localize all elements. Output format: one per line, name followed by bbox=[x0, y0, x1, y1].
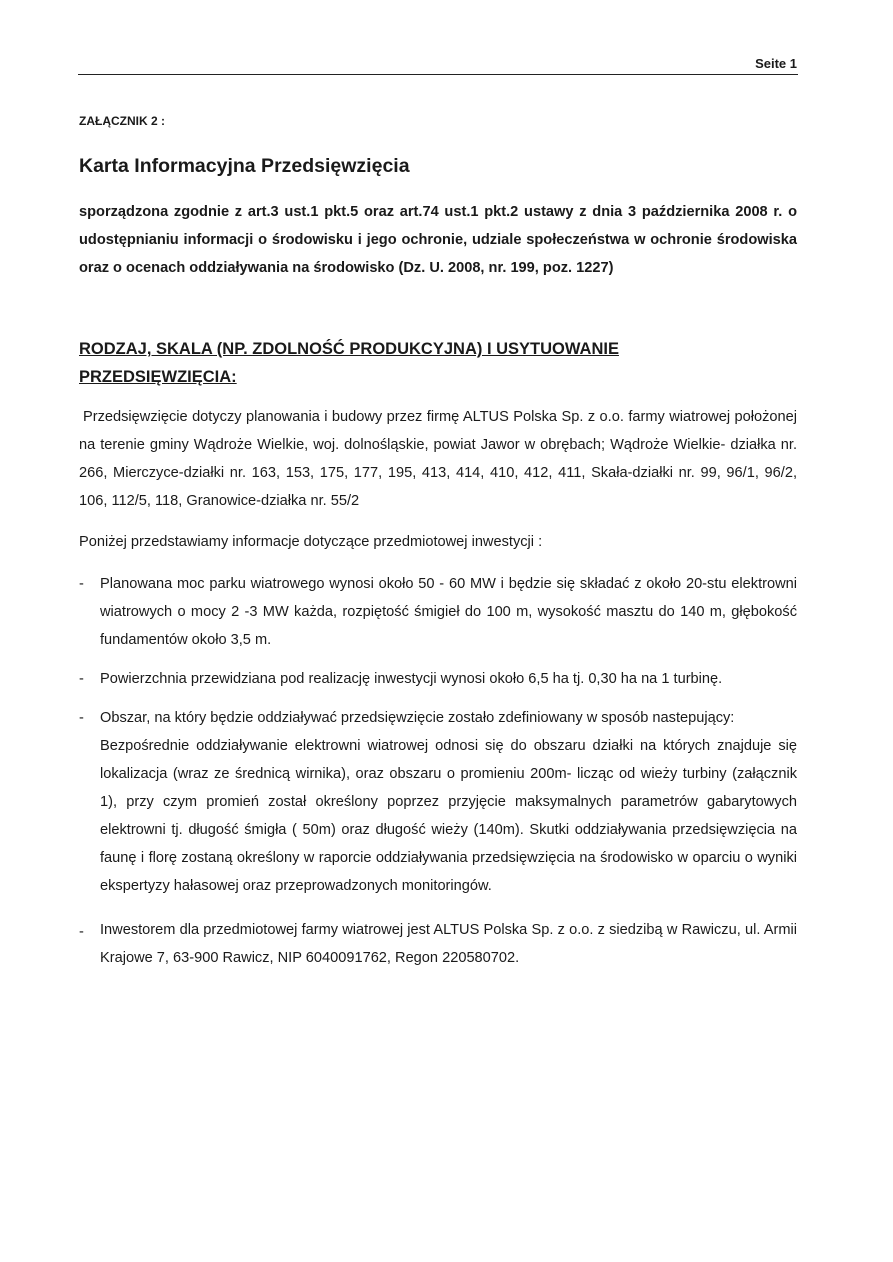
list-dash: - bbox=[79, 710, 84, 726]
document-title: Karta Informacyjna Przedsięwzięcia bbox=[79, 155, 410, 177]
list-item-text: Planowana moc parku wiatrowego wynosi około 50 - 60 MW i będzie się składać z około 20-stu elektrowni wiatrowych o mocy 2 -3 MW każda, rozpiętość śmigieł do 100 m, wysokość masztu do 140 m, głębokość fundamentów około 3,5 m. bbox=[100, 576, 797, 648]
impact-area-paragraph: Bezpośrednie oddziaływanie elektrowni wiatrowej odnosi się do obszaru działki na których znajduje się lokalizacja (wraz ze średnicą wirnika), oraz obszaru o promieniu 200m- licząc od wieży turbiny (załącznik 1), przy czym promień został określony poprzez przyjęcie maksymalnych parametrów gabarytowych elektrowni tj. długość śmigła ( 50m) oraz długość wieży (140m). Skutki oddziaływania przedsięwzięcia na faunę i florę zostaną określony w raporcie oddziaływania przedsięwzięcia na środowisko w oparciu o wyniki ekspertyzy hałasowej oraz przeprowadzonych monitoringów. bbox=[100, 738, 797, 894]
page-number: Seite 1 bbox=[755, 56, 797, 71]
header-rule bbox=[78, 74, 798, 75]
list-item bbox=[79, 665, 797, 693]
attachment-label: ZAŁĄCZNIK 2 : bbox=[79, 114, 165, 128]
intro-paragraph: Przedsięwzięcie dotyczy planowania i budowy przez firmę ALTUS Polska Sp. z o.o. farmy wiatrowej położonej na terenie gminy Wądroże Wielkie, woj. dolnośląskie, powiat Jawor w obrębach; Wądroże Wielkie- działka nr. 266, Mierczyce-działki nr. 163, 153, 175, 177, 195, 413, 414, 410, 412, 411, Skała-działki nr. 99, 96/1, 96/2, 106, 112/5, 118, Granowice-działka nr. 55/2 bbox=[79, 409, 797, 509]
list-item bbox=[79, 704, 797, 732]
list-dash: - bbox=[79, 576, 84, 592]
list-item-text: Inwestorem dla przedmiotowej farmy wiatrowej jest ALTUS Polska Sp. z o.o. z siedzibą w Rawiczu, ul. Armii Krajowe 7, 63-900 Rawicz, NIP 6040091762, Regon 220580702. bbox=[100, 922, 797, 966]
list-item bbox=[79, 570, 797, 654]
lead-paragraph: Poniżej przedstawiamy informacje dotyczące przedmiotowej inwestycji : bbox=[79, 534, 543, 550]
legal-basis: sporządzona zgodnie z art.3 ust.1 pkt.5 oraz art.74 ust.1 pkt.2 ustawy z dnia 3 października 2008 r. o udostępnianiu informacji o środowisku i jego ochronie, udziale społeczeństwa w ochronie środowiska oraz o ocenach oddziaływania na środowisko (Dz. U. 2008, nr. 199, poz. 1227) bbox=[79, 204, 797, 276]
list-item-text: Obszar, na który będzie oddziaływać przedsięwzięcie zostało zdefiniowany w sposób nastepujący: bbox=[100, 710, 735, 726]
section-heading: RODZAJ, SKALA (NP. ZDOLNOŚĆ PRODUKCYJNA) I USYTUOWANIE PRZEDSIĘWZIĘCIA: bbox=[79, 340, 619, 386]
list-item bbox=[79, 916, 797, 972]
list-dash: - bbox=[79, 924, 84, 940]
list-dash: - bbox=[79, 671, 84, 687]
list-item-text: Powierzchnia przewidziana pod realizację inwestycji wynosi około 6,5 ha tj. 0,30 ha na 1 turbinę. bbox=[100, 671, 723, 687]
document-body bbox=[79, 114, 797, 972]
